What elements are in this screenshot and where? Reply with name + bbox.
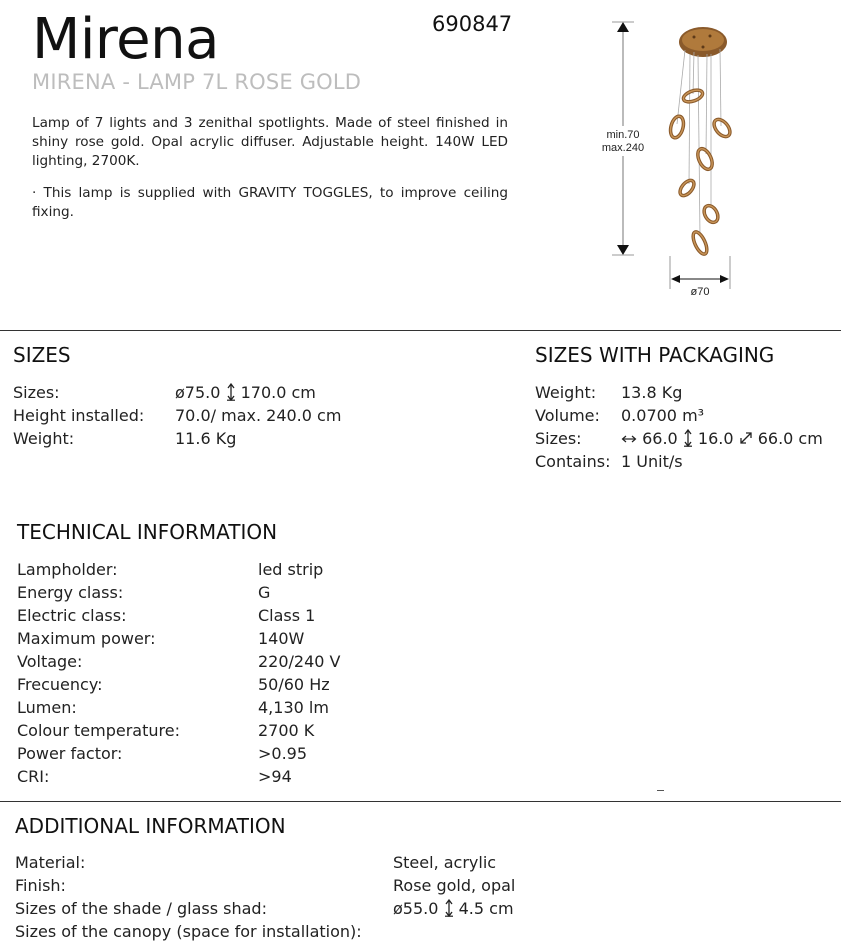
height-installed-row [13,404,413,427]
height-icon [226,383,236,401]
packaging-depth: 66.0 cm [757,429,823,448]
width-icon [621,433,637,445]
sizes-title: SIZES [13,343,71,367]
technical-value: led strip [258,560,324,579]
packaging-contains-label: Contains: [535,452,611,471]
technical-value: G [258,583,271,602]
technical-label: Maximum power: [17,629,156,648]
technical-label: Electric class: [17,606,127,625]
height-min-label: min.70 [606,129,640,141]
stray-mark [657,790,664,791]
diameter-label: ø70 [690,286,710,298]
shade-height: 4.5 cm [458,899,514,918]
packaging-volume-label: Volume: [535,406,600,425]
packaging-width: 66.0 [642,429,678,448]
additional-label: Sizes of the shade / glass shad: [15,899,267,918]
technical-value: Class 1 [258,606,316,625]
technical-label: Power factor: [17,744,123,763]
packaging-title: SIZES WITH PACKAGING [535,343,775,367]
sizes-height: 170.0 cm [240,383,316,402]
divider [0,801,841,802]
technical-label: Lampholder: [17,560,118,579]
sizes-row [13,381,413,404]
additional-value: Rose gold, opal [393,876,516,895]
technical-label: Lumen: [17,698,77,717]
technical-row [17,719,517,742]
height-installed-label: Height installed: [13,406,145,425]
packaging-sizes-row [535,427,835,450]
depth-icon [739,431,753,445]
technical-table [17,558,517,788]
technical-row [17,558,517,581]
technical-value: 50/60 Hz [258,675,330,694]
sizes-value [175,381,316,404]
packaging-volume-value: 0.0700 m³ [621,406,705,425]
technical-label: CRI: [17,767,50,786]
packaging-volume-row [535,404,835,427]
arrow-left-icon [671,275,680,283]
packaging-height: 16.0 [697,429,734,448]
technical-row [17,581,517,604]
technical-row [17,604,517,627]
technical-title: TECHNICAL INFORMATION [17,520,278,544]
additional-label: Finish: [15,876,66,895]
technical-row [17,673,517,696]
product-code: 690847 [432,12,513,36]
additional-row [15,897,615,920]
lamp-drawing [590,14,760,304]
technical-value: 2700 K [258,721,315,740]
additional-value [393,897,514,920]
technical-label: Frecuency: [17,675,103,694]
technical-value: >0.95 [258,744,308,763]
arrow-up-icon [617,22,629,32]
technical-label: Colour temperature: [17,721,180,740]
additional-label: Material: [15,853,86,872]
technical-label: Voltage: [17,652,83,671]
product-title: Mirena [32,7,219,72]
packaging-contains-value: 1 Unit/s [621,452,683,471]
product-description: Lamp of 7 lights and 3 zenithal spotlights. Made of steel finished in shiny rose gold. Opal acrylic diffuser. Adjustable height. 140W LED lighting, 2700K. [32,115,508,169]
technical-label: Energy class: [17,583,124,602]
technical-row [17,742,517,765]
technical-row [17,696,517,719]
weight-value: 11.6 Kg [175,429,237,448]
additional-value: Steel, acrylic [393,853,497,872]
packaging-weight-row [535,381,835,404]
divider [0,330,841,331]
sizes-label: Sizes: [13,383,60,402]
packaging-sizes-label: Sizes: [535,429,582,448]
arrow-down-icon [617,245,629,255]
shade-diameter: ø55.0 [393,899,439,918]
sizes-diameter: ø75.0 [175,383,221,402]
packaging-contains-row [535,450,835,473]
weight-row [13,427,413,450]
height-icon [444,899,454,917]
additional-row [15,874,615,897]
height-icon [683,429,693,447]
product-subtitle: MIRENA - LAMP 7L ROSE GOLD [32,70,362,94]
weight-label: Weight: [13,429,75,448]
technical-value: >94 [258,767,292,786]
additional-row [15,920,615,943]
product-note: · This lamp is supplied with GRAVITY TOGGLES, to improve ceiling fixing. [32,185,508,220]
technical-value: 4,130 lm [258,698,329,717]
technical-row [17,627,517,650]
additional-row [15,851,615,874]
packaging-weight-label: Weight: [535,383,597,402]
additional-label: Sizes of the canopy (space for installation): [15,922,362,941]
additional-title: ADDITIONAL INFORMATION [15,814,286,838]
height-installed-value: 70.0/ max. 240.0 cm [175,406,342,425]
technical-row [17,650,517,673]
technical-row [17,765,517,788]
arrow-right-icon [720,275,729,283]
technical-value: 140W [258,629,305,648]
packaging-weight-value: 13.8 Kg [621,383,683,402]
packaging-sizes-value [621,427,823,450]
technical-value: 220/240 V [258,652,341,671]
height-max-label: max.240 [601,142,645,154]
